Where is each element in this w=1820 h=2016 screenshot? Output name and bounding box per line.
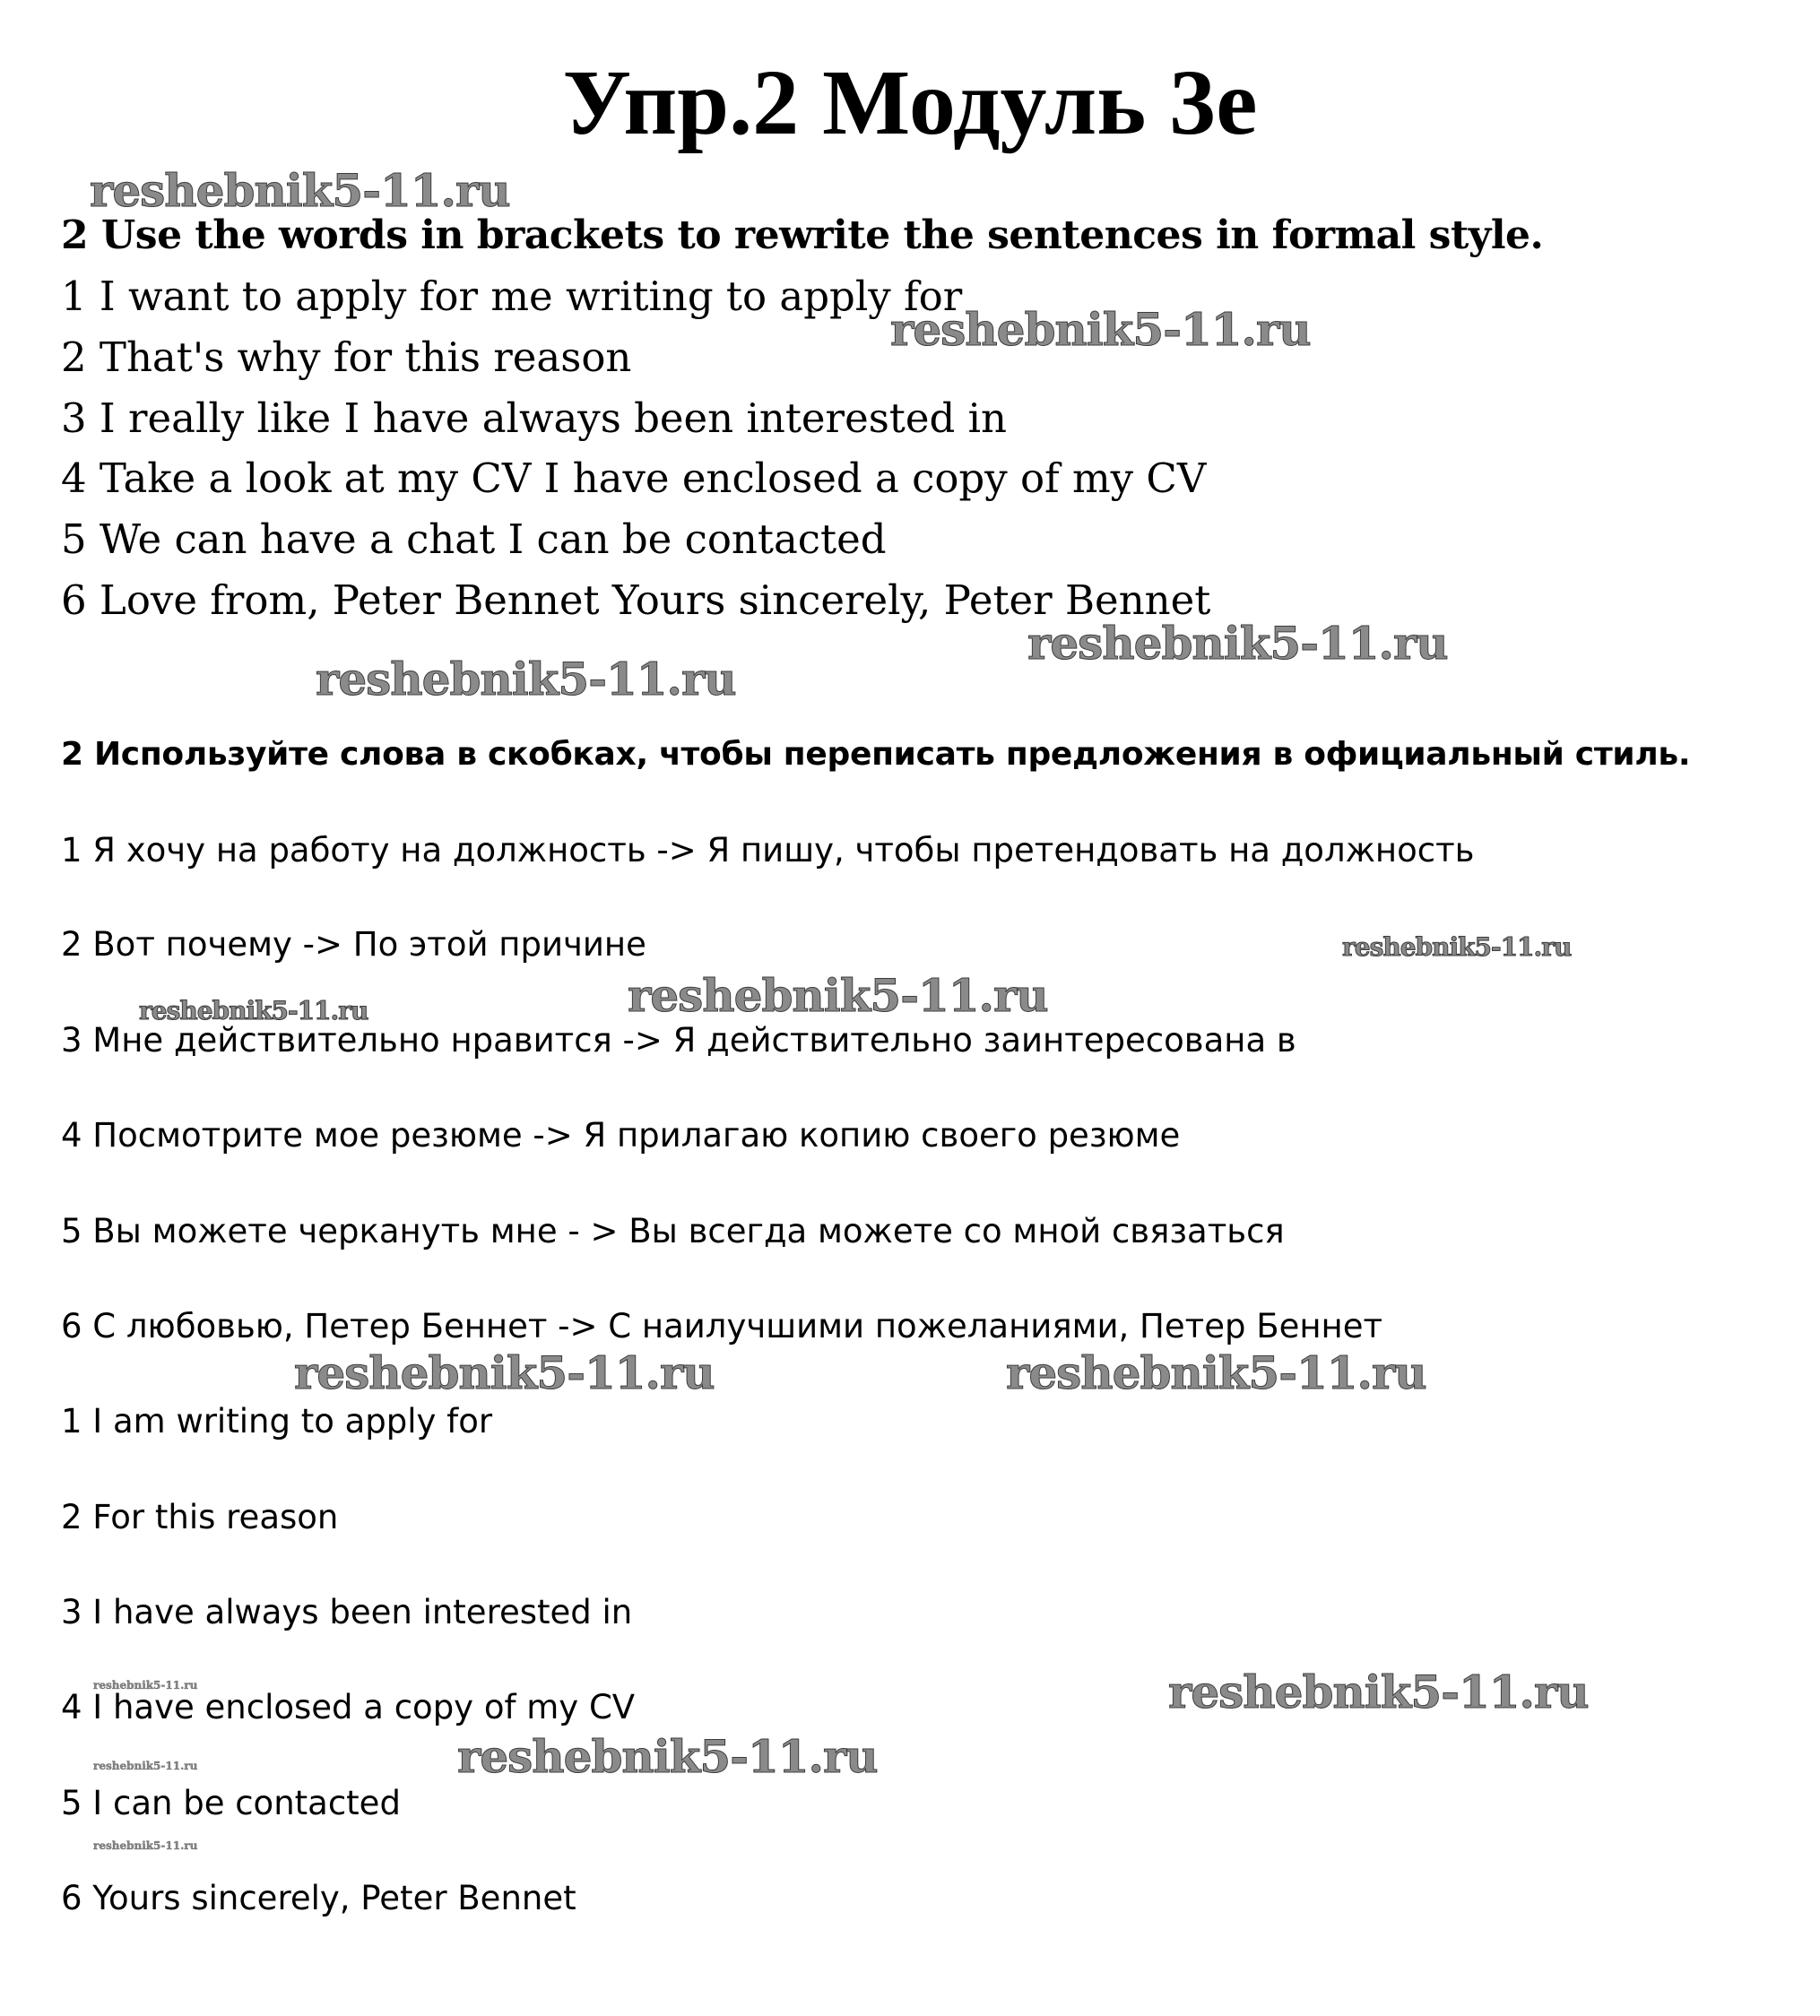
watermark: reshebnik5-11.ru: [93, 1760, 198, 1772]
task-item: 5 We can have a chat I can be contacted: [61, 515, 887, 563]
watermark: reshebnik5-11.ru: [139, 996, 368, 1025]
watermark: reshebnik5-11.ru: [294, 1346, 715, 1399]
watermark: reshebnik5-11.ru: [1168, 1666, 1589, 1718]
task-heading: 2 Use the words in brackets to rewrite the sentences in formal style.: [61, 212, 1544, 258]
watermark: reshebnik5-11.ru: [316, 653, 736, 705]
translation-item: 6 С любовью, Петер Беннет -> С наилучшими пожеланиями, Петер Беннет: [61, 1307, 1383, 1345]
watermark: reshebnik5-11.ru: [1006, 1346, 1426, 1399]
task-item: 3 I really like I have always been interested in: [61, 394, 1007, 442]
task-item: 1 I want to apply for me writing to apply for: [61, 273, 963, 320]
answer-item: 5 I can be contacted: [61, 1784, 401, 1822]
watermark: reshebnik5-11.ru: [890, 303, 1311, 356]
watermark: reshebnik5-11.ru: [457, 1730, 878, 1783]
answer-item: 6 Yours sincerely, Peter Bennet: [61, 1879, 576, 1917]
watermark: reshebnik5-11.ru: [93, 1679, 198, 1692]
task-item: 2 That's why for this reason: [61, 333, 632, 381]
translation-heading: 2 Используйте слова в скобках, чтобы переписать предложения в официальный стиль.: [61, 736, 1691, 773]
answer-item: 4 I have enclosed a copy of my CV: [61, 1688, 636, 1726]
task-item: 6 Love from, Peter Bennet Yours sincerely, Peter Bennet: [61, 576, 1211, 624]
translation-item: 5 Вы можете черкануть мне - > Вы всегда можете со мной связаться: [61, 1212, 1285, 1250]
watermark: reshebnik5-11.ru: [93, 1839, 198, 1852]
watermark: reshebnik5-11.ru: [1027, 617, 1448, 670]
watermark: reshebnik5-11.ru: [90, 164, 510, 217]
task-item: 4 Take a look at my CV I have enclosed a copy of my CV: [61, 454, 1207, 502]
translation-item: 3 Мне действительно нравится -> Я действительно заинтересована в: [61, 1021, 1296, 1060]
answer-item: 3 I have always been interested in: [61, 1593, 633, 1631]
watermark: reshebnik5-11.ru: [628, 969, 1048, 1022]
answer-item: 1 I am writing to apply for: [61, 1402, 493, 1441]
translation-item: 1 Я хочу на работу на должность -> Я пишу, чтобы претендовать на должность: [61, 831, 1475, 870]
answer-item: 2 For this reason: [61, 1498, 339, 1536]
page-title: Упр.2 Модуль 3е: [562, 51, 1258, 154]
translation-item: 2 Вот почему -> По этой причине: [61, 925, 646, 964]
translation-item: 4 Посмотрите мое резюме -> Я прилагаю копию своего резюме: [61, 1116, 1181, 1155]
watermark: reshebnik5-11.ru: [1342, 932, 1572, 962]
